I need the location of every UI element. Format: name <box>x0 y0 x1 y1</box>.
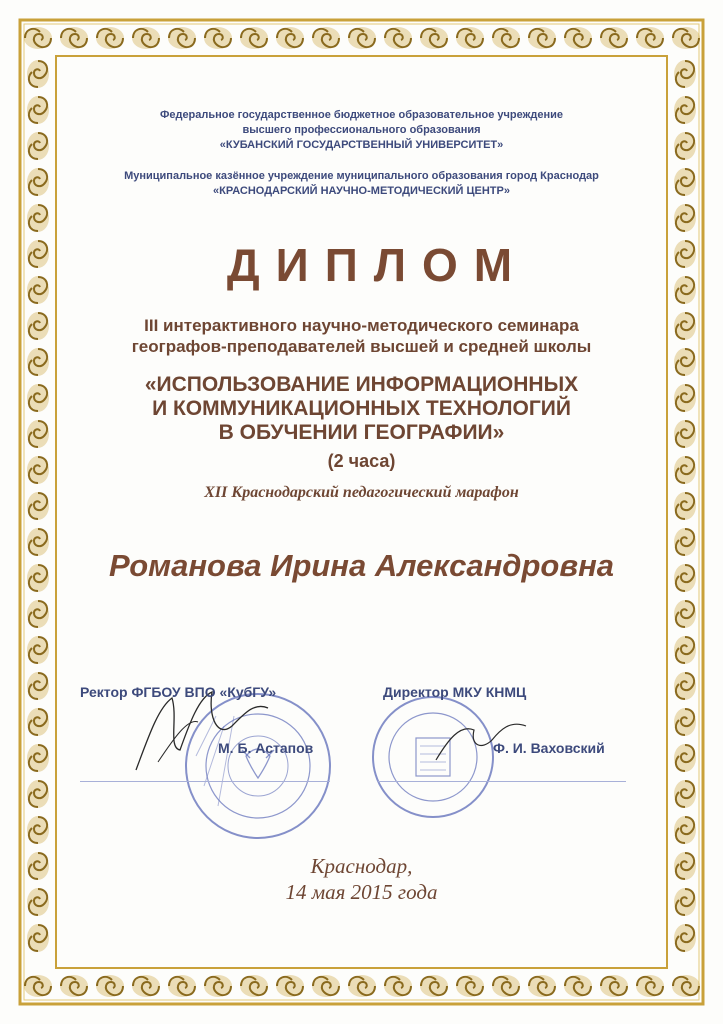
border-motif <box>168 975 196 997</box>
border-motif <box>27 312 49 340</box>
border-motif <box>674 204 696 232</box>
border-motif <box>27 240 49 268</box>
border-motif <box>420 975 448 997</box>
border-motif <box>27 204 49 232</box>
border-motif <box>672 975 700 997</box>
border-motif <box>600 27 628 49</box>
org-line-3: «КУБАНСКИЙ ГОСУДАРСТВЕННЫЙ УНИВЕРСИТЕТ» <box>219 139 504 151</box>
border-motif <box>27 744 49 772</box>
border-motif <box>27 780 49 808</box>
border-motif <box>312 27 340 49</box>
border-motif <box>636 27 664 49</box>
border-motif <box>384 27 412 49</box>
border-motif <box>240 975 268 997</box>
border-motif <box>456 27 484 49</box>
border-motif <box>27 60 49 88</box>
org-line-4: Муниципальное казённое учреждение муниципального образования город Краснодар <box>124 170 599 182</box>
border-motif <box>674 708 696 736</box>
border-motif <box>27 456 49 484</box>
border-motif <box>492 975 520 997</box>
border-motif <box>348 27 376 49</box>
border-motif <box>27 564 49 592</box>
border-motif <box>674 636 696 664</box>
border-motif <box>636 975 664 997</box>
border-motif <box>528 975 556 997</box>
seminar-line-2: географов-преподавателей высшей и средней школы <box>131 337 592 356</box>
date-line: 14 мая 2015 года <box>285 880 438 904</box>
border-motif <box>674 852 696 880</box>
border-motif <box>492 27 520 49</box>
border-motif <box>420 27 448 49</box>
border-motif <box>674 348 696 376</box>
border-motif <box>27 852 49 880</box>
border-motif <box>27 636 49 664</box>
border-motif <box>132 975 160 997</box>
border-motif <box>674 96 696 124</box>
border-motif <box>27 924 49 952</box>
border-motif <box>27 600 49 628</box>
border-motif <box>456 975 484 997</box>
topic-line-3: В ОБУЧЕНИИ ГЕОГРАФИИ» <box>218 421 505 444</box>
border-motif <box>528 27 556 49</box>
border-motif <box>674 600 696 628</box>
border-motif <box>27 276 49 304</box>
border-motif <box>674 60 696 88</box>
border-motif <box>27 96 49 124</box>
border-motif <box>27 420 49 448</box>
border-motif <box>674 744 696 772</box>
seminar-line-1: III интерактивного научно-методического семинара <box>144 316 579 335</box>
border-motif <box>674 924 696 952</box>
border-motif <box>24 27 52 49</box>
border-motif <box>674 492 696 520</box>
topic-hours: (2 часа) <box>327 451 396 471</box>
border-motif <box>674 780 696 808</box>
rector-role: Ректор ФГБОУ ВПО «КубГУ» <box>80 684 277 700</box>
rector-name: М. Б. Астапов <box>218 740 314 756</box>
border-motif <box>27 708 49 736</box>
border-motif <box>24 975 52 997</box>
director-name: Ф. И. Ваховский <box>493 740 605 756</box>
recipient-name: Романова Ирина Александровна <box>108 548 615 583</box>
border-motif <box>60 27 88 49</box>
border-motif <box>27 348 49 376</box>
org-line-1: Федеральное государственное бюджетное образовательное учреждение <box>159 109 564 121</box>
border-motif <box>674 384 696 412</box>
border-motif <box>674 312 696 340</box>
border-motif <box>674 672 696 700</box>
border-motif <box>276 27 304 49</box>
director-role: Директор МКУ КНМЦ <box>383 684 527 700</box>
border-motif <box>27 168 49 196</box>
border-motif <box>27 528 49 556</box>
border-motif <box>60 975 88 997</box>
topic-line-1: «ИСПОЛЬЗОВАНИЕ ИНФОРМАЦИОННЫХ <box>144 373 579 396</box>
border-motif <box>96 975 124 997</box>
border-motif <box>276 975 304 997</box>
border-motif <box>674 168 696 196</box>
org-line-2: высшего профессионального образования <box>242 124 481 136</box>
border-motif <box>674 564 696 592</box>
signature-line-left <box>80 781 330 782</box>
border-motif <box>27 492 49 520</box>
border-motif <box>27 888 49 916</box>
border-motif <box>312 975 340 997</box>
marathon-line: XII Краснодарский педагогический марафон <box>204 484 519 501</box>
border-motif <box>348 975 376 997</box>
border-motif <box>204 975 232 997</box>
border-motif <box>27 816 49 844</box>
border-motif <box>168 27 196 49</box>
border-motif <box>27 672 49 700</box>
border-motif <box>674 528 696 556</box>
border-motif <box>674 132 696 160</box>
border-motif <box>27 384 49 412</box>
signature-line-right <box>378 781 626 782</box>
diploma-title: ДИПЛОМ <box>226 239 529 291</box>
border-motif <box>564 975 592 997</box>
border-motif <box>96 27 124 49</box>
border-motif <box>384 975 412 997</box>
border-motif <box>600 975 628 997</box>
topic-line-2: И КОММУНИКАЦИОННЫХ ТЕХНОЛОГИЙ <box>152 397 571 420</box>
org-line-5: «КРАСНОДАРСКИЙ НАУЧНО-МЕТОДИЧЕСКИЙ ЦЕНТР» <box>213 185 510 197</box>
border-motif <box>674 816 696 844</box>
border-motif <box>204 27 232 49</box>
border-motif <box>27 132 49 160</box>
border-motif <box>240 27 268 49</box>
border-motif <box>674 456 696 484</box>
border-motif <box>672 27 700 49</box>
border-motif <box>132 27 160 49</box>
border-motif <box>564 27 592 49</box>
border-motif <box>674 420 696 448</box>
border-motif <box>674 888 696 916</box>
place-line: Краснодар, <box>310 854 413 878</box>
